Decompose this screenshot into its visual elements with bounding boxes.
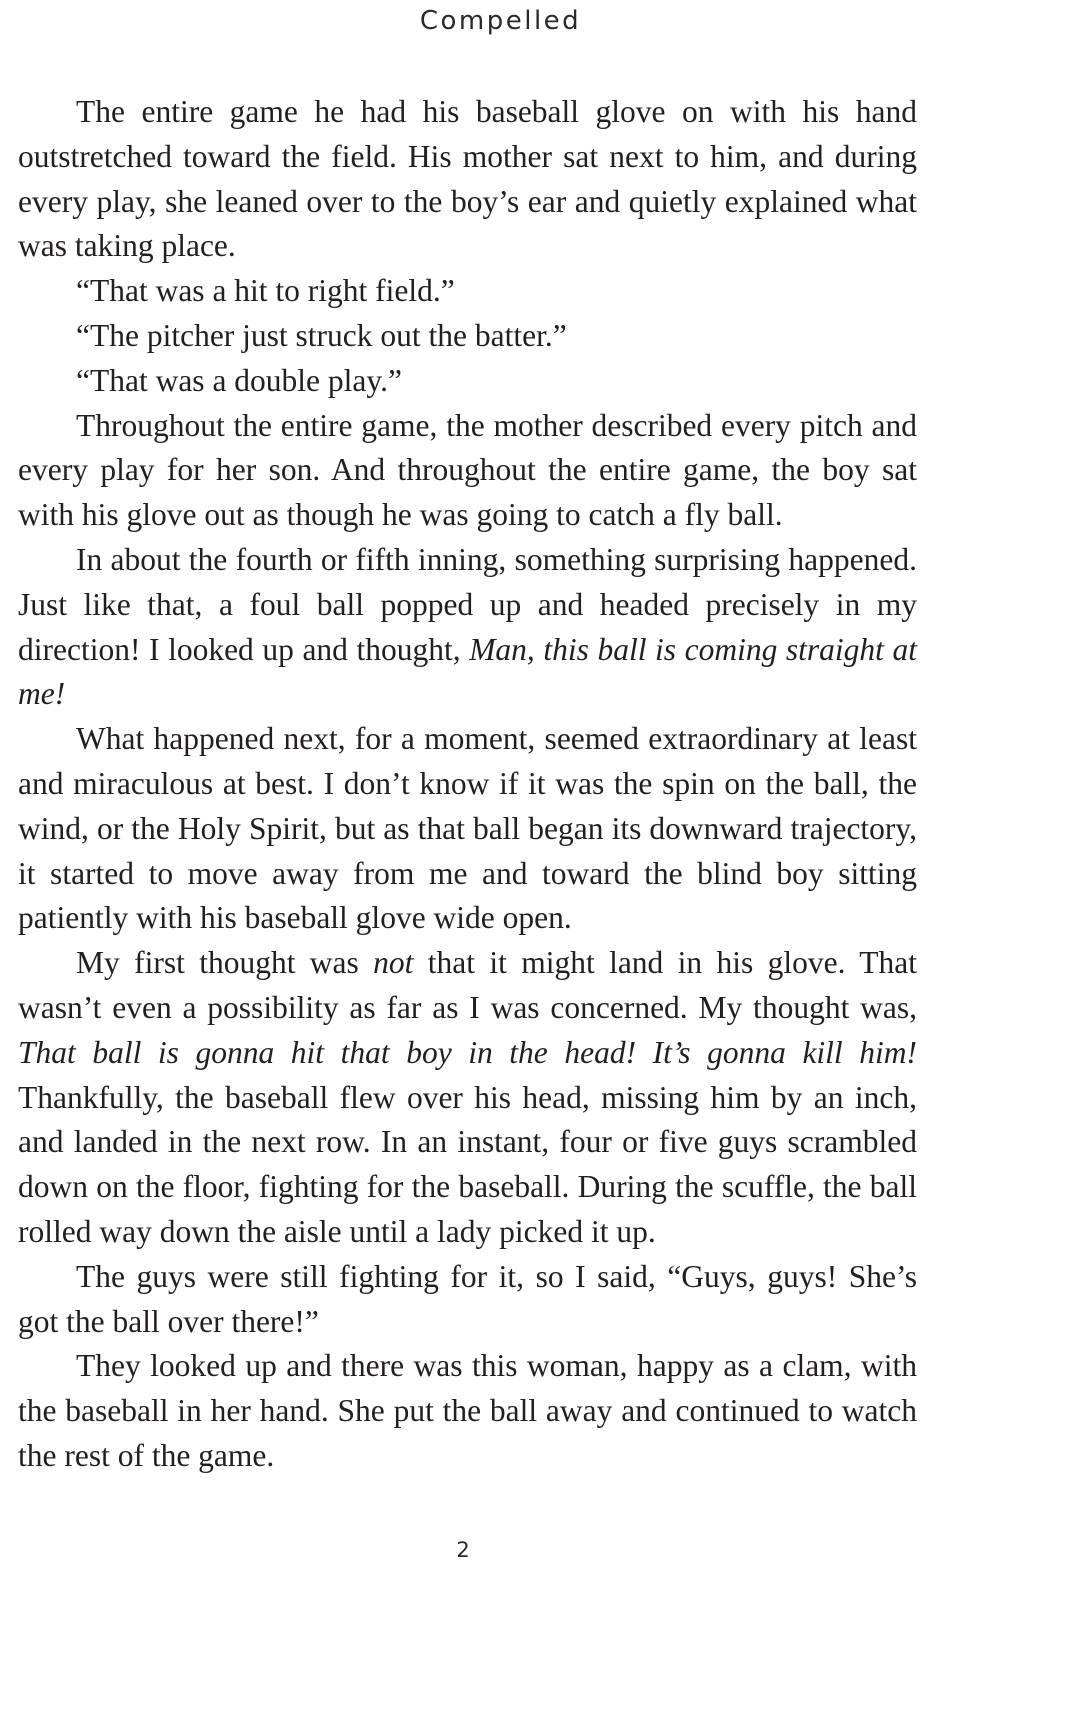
page-number: 2 [456, 1538, 470, 1562]
paragraph-5: Throughout the entire game, the mother described every pitch and every play for her son. And throughout the entire game, the boy sat with his glove out as though he was going to catch a fly ball. [18, 407, 917, 533]
paragraph-8 [18, 941, 917, 1255]
paragraph-3: “The pitcher just struck out the batter.” [76, 317, 567, 353]
running-head: Compelled [419, 6, 582, 36]
paragraph-4: “That was a double play.” [76, 362, 402, 398]
paragraph-10: They looked up and there was this woman, happy as a clam, with the baseball in her hand. She put the ball away and continued to watch the rest of the game. [18, 1348, 917, 1473]
paragraph-8-italic-b: That ball is gonna hit that boy in the head! It’s gonna kill him! [18, 1034, 917, 1070]
paragraph-8-text-a: My first thought was [76, 945, 374, 981]
paragraph-6-italic: Man, this ball is coming straight at me! [18, 631, 917, 712]
body-text [18, 90, 917, 1479]
paragraph-6-text: In about the fourth or fifth inning, something surprising happened. Just like that, a foul ball popped up and headed precisely in my direction! I looked up and thought, [18, 541, 917, 667]
paragraph-9: The guys were still fighting for it, so I said, “Guys, guys! She’s got the ball over there!” [18, 1258, 917, 1339]
paragraph-6 [18, 538, 917, 717]
paragraph-8-text-c: Thankfully, the baseball flew over his head, missing him by an inch, and landed in the next row. In an instant, four or five guys scrambled down on the floor, fighting for the baseball. During the scuffle, the ball rolled way down the aisle until a lady picked it up. [18, 1079, 917, 1249]
paragraph-8-italic-a: not [373, 945, 414, 981]
paragraph-2: “That was a hit to right field.” [76, 273, 455, 309]
paragraph-8-text-b: that it might land in his glove. That wasn’t even a possibility as far as I was concerned. My thought was, [18, 945, 917, 1025]
paragraph-7: What happened next, for a moment, seemed extraordinary at least and miraculous at best. I don’t know if it was the spin on the ball, the wind, or the Holy Spirit, but as that ball began its downward trajectory, it started to move away from me and toward the blind boy sitting patiently with his baseball glove wide open. [18, 721, 917, 936]
paragraph-1: The entire game he had his baseball glove on with his hand outstretched toward the field. His mother sat next to him, and during every play, she leaned over to the boy’s ear and quietly explained what was taking place. [18, 94, 917, 264]
